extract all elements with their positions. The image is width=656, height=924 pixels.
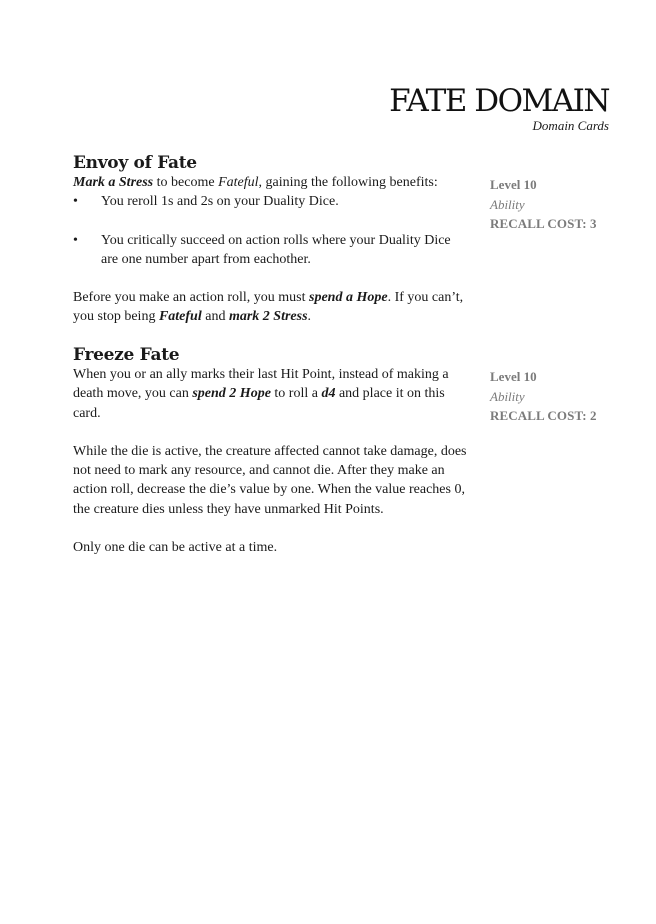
domain-title: FATE DOMAIN bbox=[389, 83, 609, 119]
card-meta bbox=[490, 367, 597, 426]
emphasis-text: spend 2 Hope bbox=[192, 386, 271, 402]
benefit-list bbox=[73, 192, 471, 269]
emphasis-text: spend a Hope bbox=[309, 290, 388, 306]
emphasis-text: Mark a Stress bbox=[73, 175, 154, 190]
card-intro-paragraph: Mark a Stress to become Fateful, gaining the following benefits: bbox=[73, 175, 438, 190]
card-paragraph: Only one die can be active at a time. bbox=[73, 540, 278, 556]
emphasis-text: mark 2 Stress bbox=[228, 309, 308, 325]
card-type: Ability bbox=[490, 388, 525, 404]
page-header bbox=[389, 84, 609, 134]
card-meta bbox=[490, 175, 597, 234]
bullet-icon: • bbox=[73, 194, 78, 210]
card-type: Ability bbox=[490, 196, 525, 212]
card-level: Level 10 bbox=[490, 369, 537, 384]
card-title: Envoy of Fate bbox=[73, 153, 197, 173]
card-recall-cost: RECALL COST: 2 bbox=[490, 408, 597, 423]
paragraph-spacer bbox=[73, 519, 471, 538]
card-level: Level 10 bbox=[490, 177, 537, 192]
card-paragraph: When you or an ally marks their last Hit Point, instead of making a death move, you can spend 2 Hope to roll a d4 and place it on this card. bbox=[73, 367, 449, 421]
card-freeze-fate bbox=[73, 345, 601, 557]
paragraph-spacer bbox=[73, 269, 471, 288]
list-item: • You reroll 1s and 2s on your Duality Dice. bbox=[73, 192, 471, 211]
list-spacer bbox=[73, 212, 471, 231]
card-outro-paragraph: Before you make an action roll, you must spend a Hope. If you can’t, you stop being Fateful and mark 2 Stress. bbox=[73, 290, 464, 325]
card-title: Freeze Fate bbox=[73, 345, 180, 365]
paragraph-spacer bbox=[73, 423, 471, 442]
emphasis-text: d4 bbox=[321, 386, 336, 402]
card-description bbox=[73, 173, 471, 327]
emphasis-text: Fateful bbox=[218, 175, 259, 190]
card-description bbox=[73, 365, 471, 557]
card-paragraph: While the die is active, the creature affected cannot take damage, does not need to mark any resource, and cannot die. After they make an action roll, decrease the die’s value by one. When the value reaches 0, the creature dies unless they have unmarked Hit Points. bbox=[73, 443, 467, 517]
card-envoy-of-fate bbox=[73, 153, 601, 327]
domain-subtitle: Domain Cards bbox=[532, 118, 609, 133]
card-recall-cost: RECALL COST: 3 bbox=[490, 216, 597, 231]
emphasis-text: Fateful bbox=[158, 309, 202, 325]
list-item: • You critically succeed on action rolls where your Duality Dice are one number apart from eachother. bbox=[73, 232, 451, 267]
bullet-icon: • bbox=[73, 232, 78, 248]
